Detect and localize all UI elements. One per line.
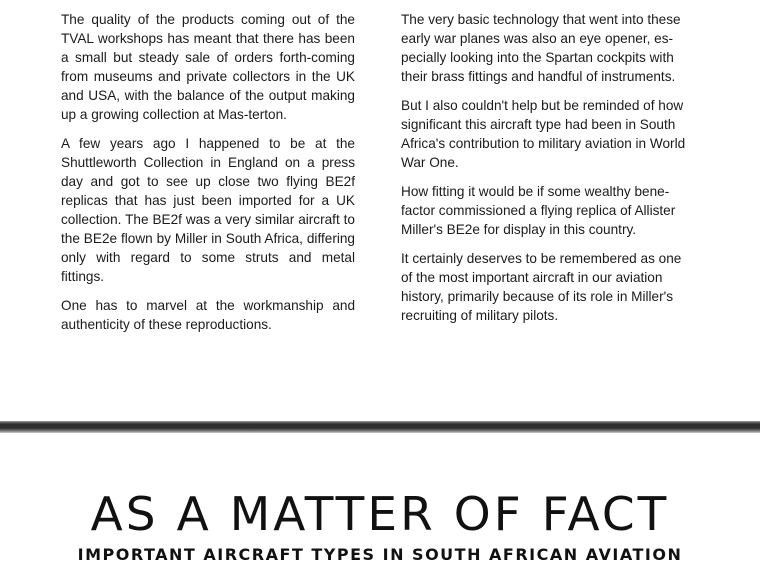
left-paragraph-2: A few years ago I happened to be at the Shuttleworth Collection in England on a press day and got to see up close two flying BE2f replicas that has just been imported for a UK collection. The BE2f was a very similar aircraft to the BE2e flown by Miller in South Africa, differing only with regard to some struts and metal fittings. [61, 136, 355, 284]
banner-title: AS A MATTER OF FACT [90, 487, 670, 541]
left-paragraph-3: One has to marvel at the workmanship and authenticity of these reproductions. [61, 298, 355, 332]
banner-subtitle: IMPORTANT AIRCRAFT TYPES IN SOUTH AFRICAN AVIATION [77, 545, 683, 564]
section-divider [0, 421, 760, 433]
left-paragraph-1: The quality of the products coming out of the TVAL workshops has meant that there has been a small but steady sale of orders forth-coming from museums and private collectors in the UK and USA, with the balance of the output making up a growing collection at Mas-terton. [61, 12, 355, 122]
right-paragraph-4: It certainly deserves to be remembered as one of the most important aircraft in our aviation history, primarily because of its role in Miller's recruiting of military pilots. [401, 251, 682, 323]
right-paragraph-3: How fitting it would be if some wealthy bene-factor commissioned a flying replica of Allister Miller's BE2e for display in this country. [401, 184, 676, 237]
right-paragraph-1: The very basic technology that went into these early war planes was also an eye opener, es-pecially looking into the Spartan cockpits with their brass fittings and handful of instruments. [401, 12, 681, 84]
right-paragraph-2: But I also couldn't help but be reminded of how significant this aircraft type had been in South Africa's contribution to military aviation in World War One. [401, 98, 686, 170]
left-column [61, 10, 355, 344]
right-column [401, 10, 695, 335]
